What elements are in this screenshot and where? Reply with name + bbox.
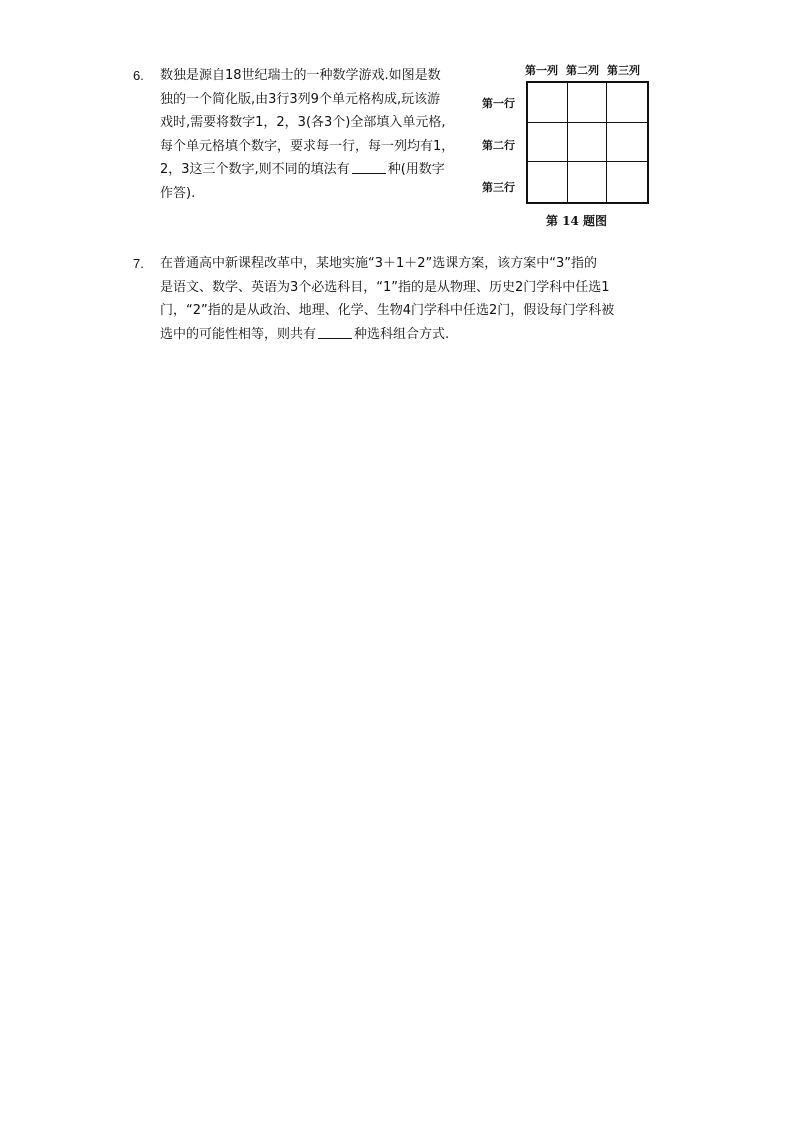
question-text-line: 是语文、数学、英语为3个必选科目，“1”指的是从物理、历史2门学科中任选1 [160,279,610,295]
grid-cell [568,162,608,202]
question-text-line: 每个单元格填个数字，要求每一行，每一列均有1， [160,138,455,154]
question-text: 2，3这三个数字,则不同的填法有 [160,162,350,177]
grid-cell [568,123,608,163]
question-text-line: 在普通高中新课程改革中，某地实施“3＋1＋2”选课方案，该方案中“3”指的 [160,256,598,271]
row-label: 第二行 [482,139,515,152]
column-label: 第二列 [566,64,599,77]
question-text-line: 戏时,需要将数字1，2，3(各3个)全部填入单元格, [160,115,446,130]
column-label: 第三列 [607,64,640,77]
question-text: 选中的可能性相等，则共有 [160,326,317,342]
row-label: 第一行 [482,97,515,110]
figure-caption: 第 14 题图 [546,214,608,228]
sudoku-figure [478,58,654,238]
question-number: 7. [133,256,144,271]
grid-cell [528,162,568,202]
question-text-line: 独的一个简化版,由3行3列9个单元格构成,玩该游 [160,91,441,107]
question-number: 6. [133,68,144,83]
answer-blank[interactable] [318,324,352,339]
question-text-line: 作答). [160,185,196,201]
grid-cell [528,83,568,123]
column-label: 第一列 [525,64,558,77]
grid-cell [568,83,608,123]
question-text-line-with-blank [160,158,445,182]
question-text: 种选科组合方式. [354,326,450,342]
grid-cell [607,83,647,123]
question-text-line-with-blank [160,323,449,347]
grid-cell [607,123,647,163]
grid-cell [528,123,568,163]
grid-cell [607,162,647,202]
answer-blank[interactable] [352,159,386,174]
question-text-line: 门，“2”指的是从政治、地理、化学、生物4门学科中任选2门，假设每门学科被 [160,303,615,318]
question-text-line: 数独是源自18世纪瑞士的一种数学游戏.如图是数 [160,68,441,83]
row-label: 第三行 [482,181,515,194]
sudoku-grid [526,81,649,204]
question-text: 种(用数字 [387,162,445,177]
